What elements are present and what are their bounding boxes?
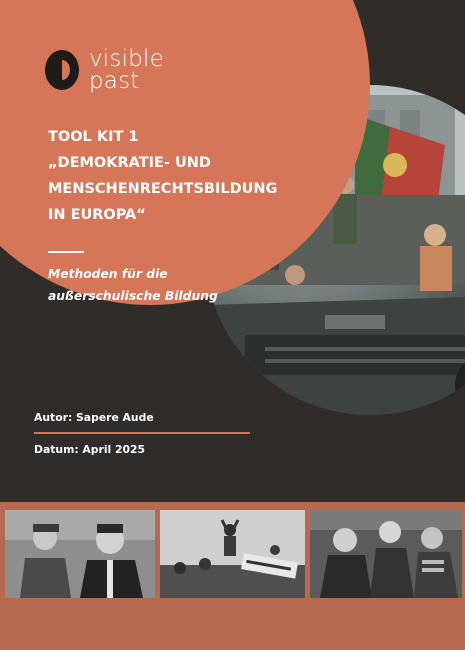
subtitle-line: außerschulische Bildung [48, 289, 218, 303]
title-line: MENSCHENRECHTSBILDUNG [48, 181, 278, 197]
date-text: Datum: April 2025 [34, 443, 146, 456]
two-men-portrait-photo [5, 510, 155, 598]
brand-name [89, 48, 164, 92]
document-subtitle [48, 263, 248, 307]
visible-past-logo-icon [45, 48, 79, 92]
thumbnail-photo-1 [5, 510, 155, 598]
brand-name-line1: visible [89, 46, 164, 72]
thumbnail-photo-3 [310, 510, 462, 598]
title-line: TOOL KIT 1 [48, 129, 139, 145]
brand-name-line2: past [89, 68, 140, 94]
subtitle-line: Methoden für die [48, 267, 168, 281]
brand-logo [45, 48, 164, 92]
title-line: „DEMOKRATIE- UND [48, 155, 211, 171]
document-title [48, 124, 288, 228]
author-text: Autor: Sapere Aude [34, 411, 154, 424]
protest-crowd-photo [160, 510, 305, 598]
meta-divider [34, 432, 250, 434]
thumbnail-photo-2 [160, 510, 305, 598]
officials-handshake-photo [310, 510, 462, 598]
title-line: IN EUROPA“ [48, 207, 146, 223]
title-divider [48, 251, 84, 253]
